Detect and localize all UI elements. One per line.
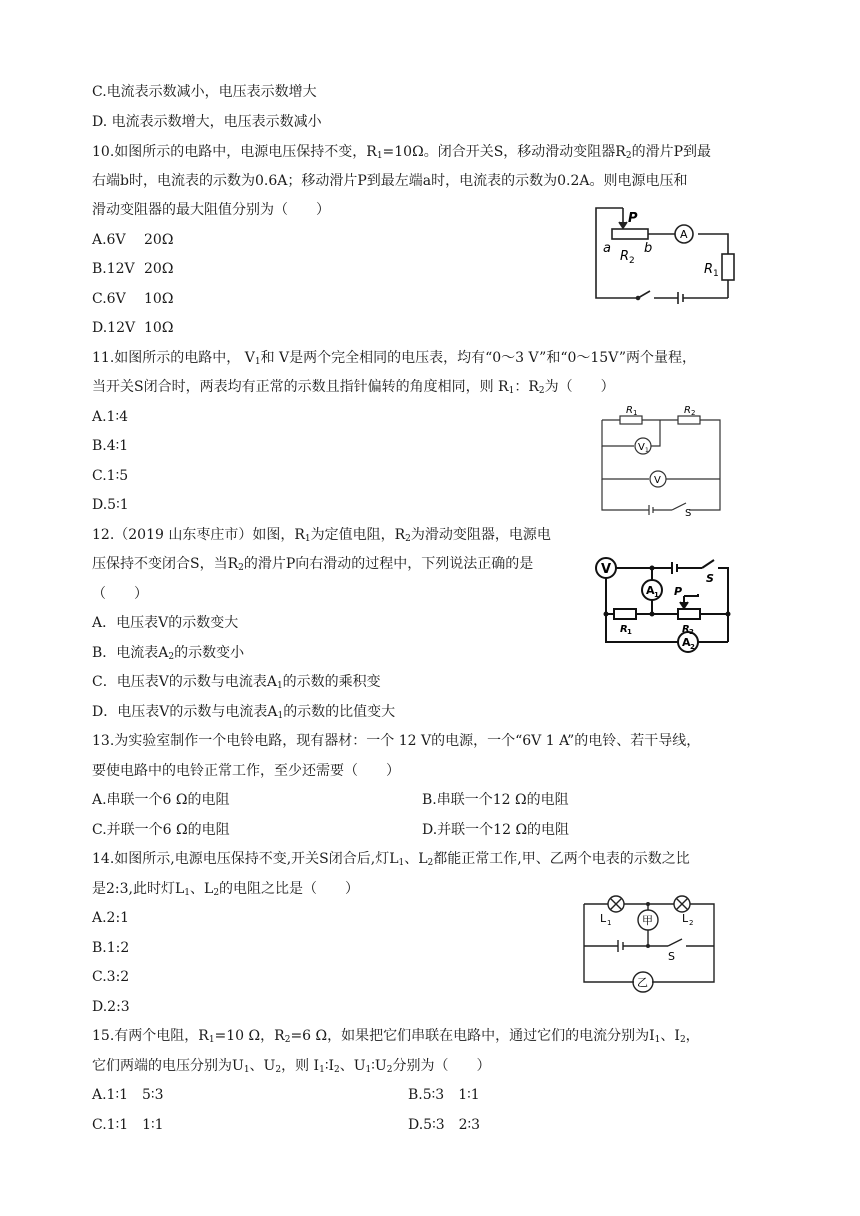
q11-fig-v1: V	[638, 442, 645, 453]
q12-stem-line-1: 12.（2019 山东枣庄市）如图，$R_1$为定值电阻，$R_2$为滑动变阻器，电源电	[92, 527, 551, 544]
q15-stem-line-2: 它们两端的电压分别为$U_1$、$U_2$，则 $I_1∶I_2$、$U_1∶U_2$分别为（ ）	[92, 1058, 491, 1075]
q11-fig-r1: R	[626, 405, 633, 416]
q14-stem-line-1: 14.如图所示,电源电压保持不变,开关S闭合后,灯$L_1$、$L_2$都能正常工作,甲、乙两个电表的示数之比	[92, 851, 690, 868]
q10-fig-r2: R	[620, 249, 630, 264]
q13-stem-line-1: 13.为实验室制作一个电铃电路，现有器材：一个 12 V的电源，一个“6V 1 A”的电铃、若干导线，	[92, 733, 701, 749]
q9-option-d: D. 电流表示数增大，电压表示数减小	[92, 114, 322, 130]
q10-fig-b: b	[644, 241, 653, 256]
q13-stem-line-2: 要使电路中的电铃正常工作，至少还需要（ ）	[92, 763, 400, 779]
q10-option-b: B.12V 20Ω	[92, 261, 174, 277]
q14-fig-s: S	[668, 950, 675, 963]
q11-fig-v: V	[654, 475, 661, 486]
q11-fig-r2-sub: 2	[691, 409, 696, 417]
q11-option-b: B.4∶1	[92, 438, 129, 454]
q12-option-b: B．电流表$A_2$的示数变小	[92, 645, 245, 662]
q11-stem-line-1: 11.如图所示的电路中， $V_1$和 V是两个完全相同的电压表，均有“0～3 V”和“0～15V”两个量程，	[92, 350, 696, 367]
q11-fig-r2: R	[684, 405, 691, 416]
q11-option-a: A.1∶4	[92, 409, 129, 425]
q10-fig-a: a	[603, 241, 611, 256]
q14-fig-yi: 乙	[637, 976, 648, 989]
q14-fig-jia: 甲	[642, 914, 653, 927]
q12-fig-v: V	[601, 562, 612, 577]
q14-circuit-diagram	[578, 894, 722, 1000]
q10-fig-ammeter: A	[680, 228, 688, 241]
q12-fig-s: S	[706, 572, 714, 585]
q11-fig-v1-sub: 1	[645, 447, 649, 454]
q12-option-a: A．电压表V的示数变大	[92, 615, 239, 631]
q10-fig-r1-sub: 1	[713, 269, 719, 279]
q10-stem-line-3: 滑动变阻器的最大阻值分别为（ ）	[92, 202, 330, 218]
q14-stem-line-2: 是2:3,此时灯$L_1$、$L_2$的电阻之比是（ ）	[92, 881, 360, 898]
q12-option-d: D．电压表V的示数与电流表$A_1$的示数的比值变大	[92, 704, 396, 721]
q10-circuit-diagram	[588, 200, 750, 306]
q14-option-d: D.2:3	[92, 999, 130, 1015]
q10-option-d: D.12V 10Ω	[92, 320, 174, 336]
q15-stem-line-1: 15.有两个电阻，$R_1=10$ Ω，$R_2=6$ Ω，如果把它们串联在电路中，通过它们的电流分别为$I_1$、$I_2$，	[92, 1028, 700, 1045]
q14-option-a: A.2:1	[92, 910, 130, 926]
q12-circuit-diagram	[594, 550, 738, 660]
q14-fig-l1-sub: 1	[607, 919, 612, 927]
q14-option-c: C.3:2	[92, 969, 130, 985]
q14-fig-l2-sub: 2	[689, 919, 694, 927]
q10-fig-r1: R	[704, 262, 714, 277]
q11-stem-line-2: 当开关S闭合时，两表均有正常的示数且指针偏转的角度相同，则 $R_1$：$R_2$为（ ）	[92, 379, 615, 396]
q11-circuit-diagram	[594, 402, 726, 516]
q10-option-a: A.6V 20Ω	[92, 232, 174, 248]
q12-fig-r1: R	[620, 624, 628, 635]
q12-stem-line-3: （ ）	[92, 586, 148, 602]
q12-fig-r2: R	[682, 624, 690, 635]
q13-option-d: D.并联一个12 Ω的电阻	[422, 822, 570, 838]
q14-fig-l2: L	[682, 912, 689, 925]
q10-stem-line-2: 右端b时，电流表的示数为0.6A；移动滑片P到最左端a时，电流表的示数为0.2A。则电源电压和	[92, 173, 688, 189]
q10-option-c: C.6V 10Ω	[92, 291, 174, 307]
q12-fig-a2-sub: 2	[690, 643, 695, 651]
q12-stem-line-2: 压保持不变闭合S，当$R_2$的滑片P向右滑动的过程中，下列说法正确的是	[92, 556, 534, 573]
q9-option-c: C.电流表示数减小，电压表示数增大	[92, 84, 317, 100]
q13-option-a: A.串联一个6 Ω的电阻	[92, 792, 230, 808]
q15-option-a: A.1∶1 5∶3	[92, 1087, 164, 1103]
q13-option-c: C.并联一个6 Ω的电阻	[92, 822, 230, 838]
q15-option-c: C.1∶1 1∶1	[92, 1117, 164, 1133]
q14-option-b: B.1:2	[92, 940, 130, 956]
q12-fig-a1-sub: 1	[654, 591, 659, 599]
q15-option-d: D.5∶3 2∶3	[408, 1117, 481, 1133]
q12-fig-a2: A	[682, 636, 691, 649]
q11-fig-s: S	[685, 508, 692, 516]
q11-fig-r1-sub: 1	[633, 409, 638, 417]
q14-fig-l1: L	[600, 912, 607, 925]
q15-option-b: B.5∶3 1∶1	[408, 1087, 480, 1103]
q12-fig-p: P	[674, 585, 683, 598]
q10-stem-line-1: 10.如图所示的电路中，电源电压保持不变，$R_1=10\Omega$。闭合开关S，移动滑动变阻器$R_2$的滑片P到最	[92, 144, 711, 161]
q11-option-d: D.5∶1	[92, 497, 129, 513]
q13-option-b: B.串联一个12 Ω的电阻	[422, 792, 569, 808]
q10-fig-r2-sub: 2	[629, 256, 635, 266]
q11-option-c: C.1∶5	[92, 468, 129, 484]
q12-fig-r1-sub: 1	[627, 628, 632, 636]
q12-fig-r2-sub: 2	[689, 628, 694, 636]
q12-fig-a1: A	[646, 584, 655, 597]
q10-fig-p: P	[628, 211, 638, 226]
q12-option-c: C．电压表V的示数与电流表$A_1$的示数的乘积变	[92, 674, 381, 691]
